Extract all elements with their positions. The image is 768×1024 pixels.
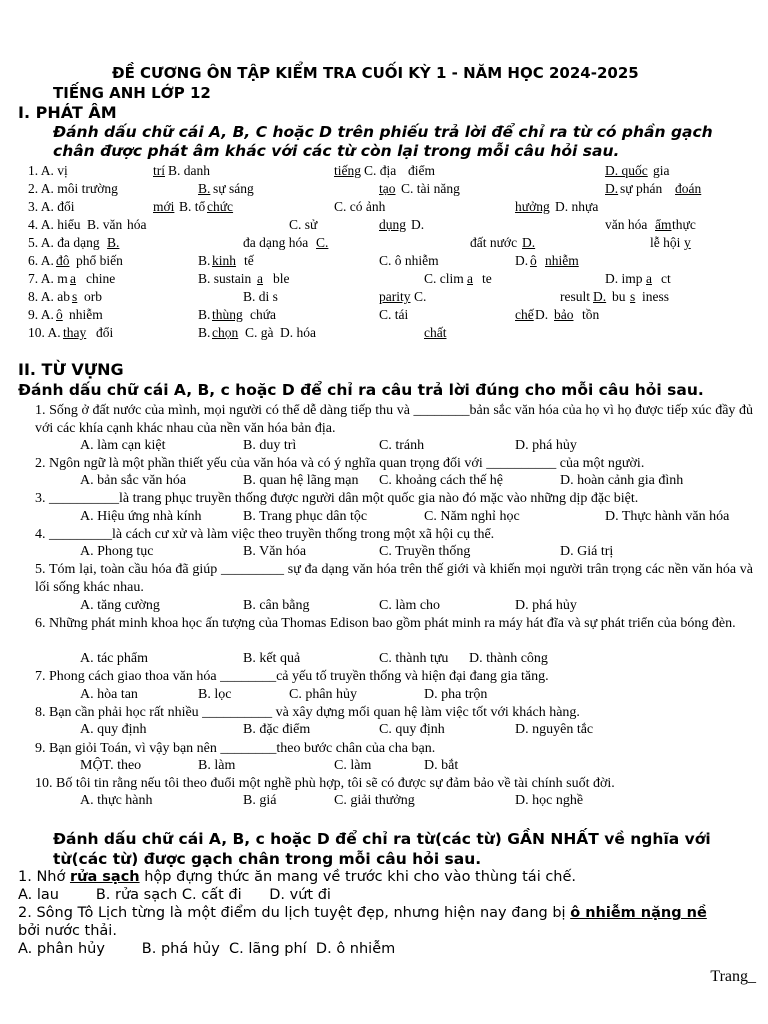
- section-instruction: Đánh dấu chữ cái A, B, C hoặc D trên phiếu trả lời để chỉ ra từ có phần gạch: [53, 123, 713, 141]
- section-heading-vocabulary: II. TỪ VỰNG: [18, 360, 124, 379]
- row-text: D.: [535, 307, 549, 322]
- question-text: 7. Phong cách giao thoa văn hóa ________cả yếu tố truyền thống và hiện đại đang gia tăng.: [35, 669, 549, 684]
- document-subtitle: TIẾNG ANH LỚP 12: [53, 84, 211, 102]
- row-text: chất: [424, 325, 447, 340]
- row-text: D. hóa: [280, 325, 316, 340]
- row-text: thực: [672, 217, 696, 232]
- row-text: C. sử: [289, 217, 318, 232]
- row-text: B.: [107, 235, 120, 250]
- answer-option[interactable]: A. bản sắc văn hóa: [80, 473, 187, 488]
- answer-option[interactable]: D. nguyên tắc: [515, 722, 594, 737]
- answer-option[interactable]: MỘT. theo: [80, 758, 142, 773]
- row-text: D.: [515, 253, 529, 268]
- row-text: sự phán: [620, 181, 663, 196]
- row-text: đô: [56, 253, 70, 268]
- row-text: D. quốc: [605, 163, 648, 178]
- row-text: phổ biến: [76, 253, 123, 268]
- answer-option[interactable]: C. làm cho: [379, 598, 441, 613]
- answer-option[interactable]: B. đặc điểm: [243, 722, 311, 737]
- row-text: ct: [661, 271, 671, 286]
- row-text: đổi: [96, 325, 114, 340]
- row-text: 8. A. ab: [28, 289, 70, 304]
- question-text: 6. Những phát minh khoa học ấn tượng của Thomas Edison bao gồm phát minh ra máy hát đĩa và sự phát triển của bóng đèn.: [35, 616, 736, 631]
- row-text: thay: [63, 325, 87, 340]
- answer-option[interactable]: D. thành công: [469, 651, 548, 666]
- row-text: 7. A. m: [28, 271, 68, 286]
- question-text: 10. Bố tôi tin rằng nếu tôi theo đuổi một nghề phù hợp, tôi sẽ có được sự đảm bảo về tài chính suốt đời.: [35, 776, 615, 791]
- row-text: dụng: [379, 217, 406, 232]
- row-text: B.: [198, 307, 211, 322]
- row-text: C. tái: [379, 307, 409, 322]
- row-text: 9. A.: [28, 307, 54, 322]
- row-text: 6. A.: [28, 253, 54, 268]
- row-text: y: [684, 235, 691, 250]
- answer-option[interactable]: C. thành tựu: [379, 651, 449, 666]
- row-text: s: [630, 289, 636, 304]
- row-text: a: [257, 271, 263, 286]
- row-text: D.: [522, 235, 536, 250]
- answer-option[interactable]: B. duy trì: [243, 438, 297, 453]
- row-text: chức: [207, 199, 234, 214]
- synonym-question-1: [18, 869, 576, 885]
- row-text: B. di s: [243, 289, 278, 304]
- row-text: hóa: [127, 217, 147, 232]
- row-text: kinh: [212, 253, 237, 268]
- row-text: gia: [653, 163, 670, 178]
- answer-option[interactable]: C. khoảng cách thế hệ: [379, 473, 504, 488]
- answer-option[interactable]: B. kết quả: [243, 651, 301, 666]
- answer-option[interactable]: D. phá hủy: [515, 438, 577, 453]
- row-text: tạo: [379, 181, 396, 196]
- row-text: tiếng: [334, 163, 361, 178]
- row-text: lễ hội: [650, 235, 681, 250]
- question-text: 4. _________là cách cư xử và làm việc theo truyền thống trong một xã hội cụ thể.: [35, 527, 495, 542]
- section-instruction: từ(các từ) được gạch chân trong mỗi câu hỏi sau.: [53, 850, 482, 868]
- row-text: C. địa: [364, 163, 397, 178]
- answer-option[interactable]: C. tránh: [379, 438, 425, 453]
- row-text: a: [70, 271, 76, 286]
- answer-option[interactable]: C. phân hủy: [289, 687, 358, 702]
- row-text: đa dạng hóa: [243, 235, 309, 250]
- row-text: mới: [153, 199, 175, 214]
- row-text: ô: [530, 253, 537, 268]
- row-text: trí: [153, 163, 165, 178]
- row-text: bu: [612, 289, 626, 304]
- question-text: 2. Sông Tô Lịch từng là một điểm du lịch tuyệt đẹp, nhưng hiện nay đang bị: [18, 905, 571, 921]
- row-text: đất nước: [470, 235, 518, 250]
- section-heading-pronunciation: I. PHÁT ÂM: [18, 103, 117, 122]
- row-text: te: [482, 271, 492, 286]
- question-text: bởi nước thải.: [18, 923, 117, 939]
- row-text: 3. A. đổi: [28, 199, 75, 214]
- row-text: B. tổ: [179, 199, 206, 214]
- row-text: 2. A. môi trường: [28, 181, 118, 196]
- synonym-question-2: [18, 905, 707, 921]
- answer-option[interactable]: A. hòa tan: [80, 687, 138, 702]
- question-text: 8. Bạn cần phải học rất nhiều __________ và xây dựng mối quan hệ làm việc tốt với khách hàng.: [35, 705, 580, 720]
- row-text: nhiễm: [69, 307, 103, 322]
- answer-option[interactable]: C. Năm nghỉ học: [424, 509, 520, 524]
- row-text: B.: [198, 181, 211, 196]
- answer-option[interactable]: A. làm cạn kiệt: [80, 438, 166, 453]
- row-text: iness: [642, 289, 669, 304]
- page-number-label: Trang_: [710, 968, 756, 985]
- row-text: tồn: [582, 307, 600, 322]
- answer-option[interactable]: B. lọc: [198, 687, 232, 702]
- row-text: parity: [379, 289, 411, 304]
- question-text: 1. Nhớ: [18, 869, 70, 885]
- answer-option[interactable]: B. Trang phục dân tộc: [243, 509, 368, 524]
- answer-option[interactable]: D. hoàn cảnh gia đình: [560, 473, 684, 488]
- row-text: 1. A. vị: [28, 163, 68, 178]
- answer-option[interactable]: D. học nghề: [515, 793, 584, 808]
- row-text: C. tài năng: [401, 181, 460, 196]
- answer-option[interactable]: A. Hiệu ứng nhà kính: [80, 509, 202, 524]
- answer-option[interactable]: D. Giá trị: [560, 544, 614, 559]
- answer-option[interactable]: A. tăng cường: [80, 598, 160, 613]
- answer-option[interactable]: D. pha trộn: [424, 687, 488, 702]
- row-text: ble: [273, 271, 290, 286]
- row-text: 4. A. hiểu: [28, 217, 81, 232]
- row-text: 5. A. đa dạng: [28, 235, 100, 250]
- answer-option[interactable]: B. cân bằng: [243, 598, 310, 613]
- row-text: D. imp: [605, 271, 643, 286]
- row-text: tế: [244, 253, 254, 268]
- section-instruction: chân được phát âm khác với các từ còn lại trong mỗi câu hỏi sau.: [53, 142, 620, 160]
- question-text: hộp đựng thức ăn mang về trước khi cho vào thùng tái chế.: [139, 869, 577, 885]
- row-text: ẩm: [655, 217, 672, 232]
- question-text: 2. Ngôn ngữ là một phần thiết yếu của văn hóa và có ý nghĩa quan trọng đối với __________ của một người.: [35, 456, 645, 471]
- underlined-phrase: rửa sạch: [69, 869, 140, 885]
- answer-option[interactable]: D. Thực hành văn hóa: [605, 509, 730, 524]
- row-text: hưởng: [515, 199, 550, 214]
- row-text: B.: [198, 325, 211, 340]
- row-text: C. clim: [424, 271, 464, 286]
- answer-option[interactable]: B. quan hệ lãng mạn: [243, 473, 359, 488]
- answer-option[interactable]: A. quy định: [80, 722, 147, 737]
- document-title: ĐỀ CƯƠNG ÔN TẬP KIỂM TRA CUỐI KỲ 1 - NĂM HỌC 2024-2025: [112, 64, 639, 82]
- answer-option[interactable]: B. giá: [243, 793, 277, 808]
- answer-options[interactable]: A. phân hủy B. phá hủy C. lãng phí D. ô nhiễm: [18, 941, 396, 957]
- row-text: D.: [605, 181, 619, 196]
- row-text: B. sustain: [198, 271, 252, 286]
- answer-option[interactable]: C. giải thưởng: [334, 793, 415, 808]
- answer-option[interactable]: A. tác phẩm: [80, 651, 149, 666]
- answer-option[interactable]: A. Phong tục: [80, 544, 154, 559]
- answer-options[interactable]: A. lau B. rửa sạch C. cất đi D. vứt đi: [18, 887, 331, 903]
- underlined-phrase: ô nhiễm nặng nề: [570, 905, 707, 921]
- row-text: chọn: [212, 325, 239, 340]
- row-text: D.: [411, 217, 425, 232]
- question-text: 5. Tóm lại, toàn cầu hóa đã giúp _________ sự đa dạng văn hóa trên thế giới và khiến mọi người trân trọng các nền văn hóa và lối sống khác nhau.: [35, 562, 753, 595]
- row-text: C.: [414, 289, 427, 304]
- answer-option[interactable]: B. Văn hóa: [243, 544, 307, 559]
- row-text: chine: [86, 271, 116, 286]
- row-text: a: [467, 271, 473, 286]
- row-text: đoán: [675, 181, 702, 196]
- question-text: 3. __________là trang phục truyền thống được người dân một quốc gia nào đó mặc vào những dịp đặc biệt.: [35, 491, 639, 506]
- question-text: 9. Bạn giỏi Toán, vì vậy bạn nên ________theo bước chân của cha bạn.: [35, 741, 436, 756]
- row-text: điểm: [408, 163, 435, 178]
- row-text: nhiễm: [545, 253, 579, 268]
- row-text: B. danh: [168, 163, 210, 178]
- row-text: ô: [56, 307, 63, 322]
- answer-option[interactable]: C. quy định: [379, 722, 445, 737]
- row-text: C. ô nhiễm: [379, 253, 439, 268]
- row-text: C.: [316, 235, 329, 250]
- row-text: D.: [593, 289, 607, 304]
- question-text: 1. Sống ở đất nước của mình, mọi người có thể dễ dàng tiếp thu và ________bản sắc văn hóa của họ vì họ được tiếp xúc đầy đủ với các khía cạnh khác nhau của nền văn hóa bản địa.: [35, 403, 753, 436]
- answer-option[interactable]: A. thực hành: [80, 793, 153, 808]
- row-text: thùng: [212, 307, 243, 322]
- answer-option[interactable]: D. phá hủy: [515, 598, 577, 613]
- answer-option[interactable]: B. làm: [198, 758, 236, 773]
- row-text: D. nhựa: [555, 199, 599, 214]
- row-text: chứa: [250, 307, 277, 322]
- row-text: a: [646, 271, 652, 286]
- answer-option[interactable]: D. bắt: [424, 758, 459, 773]
- row-text: result: [560, 289, 590, 304]
- row-text: B.: [198, 253, 211, 268]
- answer-option[interactable]: C. Truyền thống: [379, 544, 471, 559]
- row-text: s: [72, 289, 78, 304]
- section-instruction: Đánh dấu chữ cái A, B, c hoặc D để chỉ ra từ(các từ) GẦN NHẤT về nghĩa với: [53, 830, 711, 848]
- row-text: C. có ảnh: [334, 199, 386, 214]
- section-instruction: Đánh dấu chữ cái A, B, c hoặc D để chỉ ra câu trả lời đúng cho mỗi câu hỏi sau.: [18, 381, 704, 399]
- row-text: C. gà: [245, 325, 274, 340]
- row-text: orb: [84, 289, 102, 304]
- answer-option[interactable]: C. làm: [334, 758, 372, 773]
- row-text: bảo: [554, 307, 574, 322]
- row-text: văn hóa: [605, 217, 648, 232]
- row-text: sự sáng: [213, 181, 254, 196]
- row-text: 10. A.: [28, 325, 61, 340]
- row-text: B. văn: [87, 217, 123, 232]
- row-text: chế: [515, 307, 534, 322]
